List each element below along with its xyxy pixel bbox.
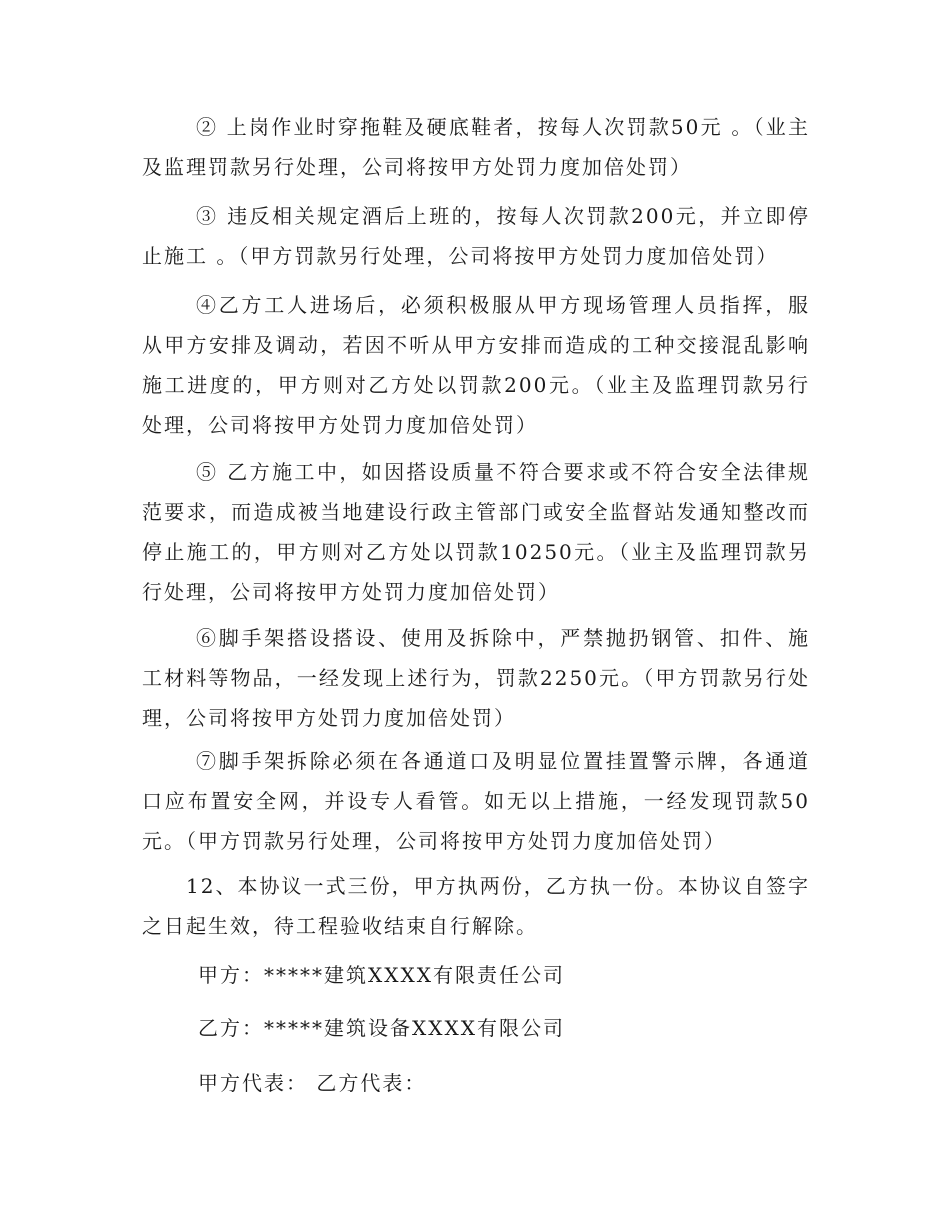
clause-5: ⑤ 乙方施工中，如因搭设质量不符合要求或不符合安全法律规范要求，而造成被当地建设行政主管部门或安全监督站发通知整改而停止施工的，甲方则对乙方处以罚款10250元。（业主及监理罚款另行处理，公司将按甲方处罚力度加倍处罚） bbox=[142, 460, 810, 604]
party-b-signature: 乙方：*****建筑设备XXXX有限公司 bbox=[198, 1016, 565, 1040]
clause-4: ④乙方工人进场后，必须积极服从甲方现场管理人员指挥，服从甲方安排及调动，若因不听从甲方安排而造成的工种交接混乱影响施工进度的，甲方则对乙方处以罚款200元。（业主及监理罚款另行处理，公司将按甲方处罚力度加倍处罚） bbox=[142, 293, 810, 437]
clause-12: 12、本协议一式三份，甲方执两份，乙方执一份。本协议自签字之日起生效，待工程验收结束自行解除。 bbox=[142, 874, 810, 938]
clause-3: ③ 违反相关规定酒后上班的，按每人次罚款200元，并立即停止施工 。（甲方罚款另行处理，公司将按甲方处罚力度加倍处罚） bbox=[142, 204, 810, 268]
representatives-line: 甲方代表： 乙方代表： bbox=[198, 1071, 427, 1095]
clause-7: ⑦脚手架拆除必须在各通道口及明显位置挂置警示牌，各通道口应布置安全网，并设专人看管。如无以上措施，一经发现罚款50元。（甲方罚款另行处理，公司将按甲方处罚力度加倍处罚） bbox=[142, 749, 810, 853]
clause-6: ⑥脚手架搭设搭设、使用及拆除中，严禁抛扔钢管、扣件、施工材料等物品，一经发现上述行为，罚款2250元。（甲方罚款另行处理，公司将按甲方处罚力度加倍处罚） bbox=[142, 626, 810, 730]
clause-2: ② 上岗作业时穿拖鞋及硬底鞋者，按每人次罚款50元 。（业主及监理罚款另行处理，公司将按甲方处罚力度加倍处罚） bbox=[142, 115, 810, 179]
party-a-signature: 甲方：*****建筑XXXX有限责任公司 bbox=[198, 963, 565, 987]
